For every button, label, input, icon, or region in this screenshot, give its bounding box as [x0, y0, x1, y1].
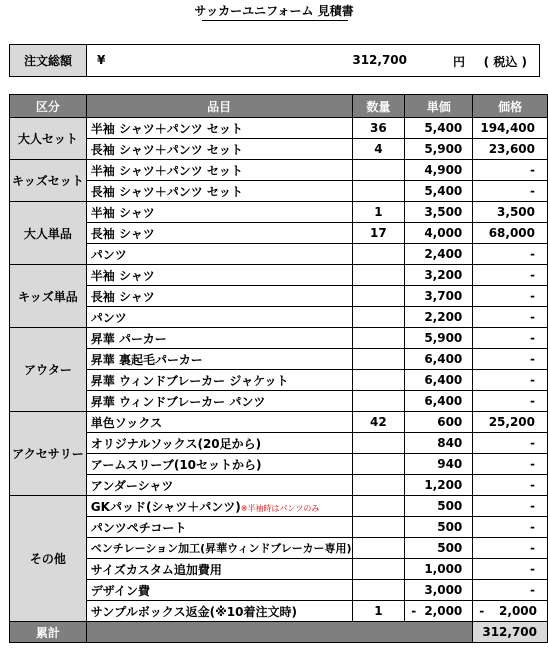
qty-cell — [352, 265, 405, 286]
unit-price-cell: 6,400 — [405, 370, 473, 391]
unit-price-cell: 2,400 — [405, 244, 473, 265]
item-name: 単色ソックス — [90, 415, 163, 430]
table-row — [10, 139, 548, 160]
item-name: アンダーシャツ — [90, 478, 174, 493]
price-cell: - — [473, 559, 548, 580]
table-row — [10, 412, 548, 433]
item-cell — [86, 559, 352, 580]
price-cell: - — [473, 349, 548, 370]
category-cell: 大人単品 — [10, 202, 87, 265]
price-cell: - — [473, 286, 548, 307]
item-cell — [86, 286, 352, 307]
qty-cell — [352, 538, 405, 559]
unit-price-cell: 5,400 — [405, 118, 473, 139]
item-name: 昇華 パーカー — [90, 331, 167, 346]
header-qty: 数量 — [352, 95, 405, 118]
unit-price-cell: 5,900 — [405, 139, 473, 160]
table-row — [10, 223, 548, 244]
unit-price-cell: 3,000 — [405, 580, 473, 601]
item-name: オリジナルソックス(20足から) — [90, 436, 262, 451]
unit-price-cell: 4,000 — [405, 223, 473, 244]
item-name: GKパッド(シャツ＋パンツ) — [90, 499, 241, 514]
qty-cell — [352, 475, 405, 496]
item-cell — [86, 496, 352, 517]
item-cell — [86, 118, 352, 139]
unit-price-cell: 500 — [405, 517, 473, 538]
item-note: ※半袖時はパンツのみ — [240, 503, 320, 513]
item-name: パンツ — [90, 247, 127, 262]
item-cell — [86, 328, 352, 349]
tax-note: ( 税込 ) — [483, 55, 527, 69]
unit-price-cell: 4,900 — [405, 160, 473, 181]
item-name: パンツ — [90, 310, 127, 325]
table-row — [10, 307, 548, 328]
item-cell — [86, 181, 352, 202]
table-row — [10, 391, 548, 412]
item-cell — [86, 244, 352, 265]
item-name: 半袖 シャツ＋パンツ セット — [90, 121, 243, 136]
qty-cell — [352, 160, 405, 181]
item-cell — [86, 139, 352, 160]
header-price: 価格 — [473, 95, 548, 118]
item-cell — [86, 307, 352, 328]
price-cell: 23,600 — [473, 139, 548, 160]
summary-spacer — [86, 622, 473, 643]
item-name: 長袖 シャツ — [90, 226, 155, 241]
table-row — [10, 517, 548, 538]
item-name: パンツペチコート — [90, 520, 187, 535]
minus-sign: - — [479, 604, 485, 618]
qty-cell: 17 — [352, 223, 405, 244]
order-total-value-cell — [87, 45, 540, 77]
item-cell — [86, 454, 352, 475]
qty-cell — [352, 580, 405, 601]
unit-price-cell: 3,200 — [405, 265, 473, 286]
category-cell: 大人セット — [10, 118, 87, 160]
order-total-table — [9, 44, 540, 77]
price-cell — [473, 601, 548, 622]
table-row — [10, 454, 548, 475]
unit-price-cell: 3,700 — [405, 286, 473, 307]
price-cell: - — [473, 475, 548, 496]
unit-price-value: 2,000 — [424, 604, 463, 618]
qty-cell — [352, 370, 405, 391]
unit-price-cell: 5,400 — [405, 181, 473, 202]
page-title: サッカーユニフォーム 見積書 — [194, 4, 354, 18]
header-item: 品目 — [86, 95, 352, 118]
price-cell: - — [473, 328, 548, 349]
table-row — [10, 244, 548, 265]
table-row — [10, 181, 548, 202]
qty-cell — [352, 559, 405, 580]
item-name: 半袖 シャツ＋パンツ セット — [90, 163, 243, 178]
item-name: 昇華 裏起毛パーカー — [90, 352, 203, 367]
table-row — [10, 202, 548, 223]
summary-row — [10, 622, 548, 643]
item-name: 昇華 ウィンドブレーカー ジャケット — [90, 373, 289, 388]
price-value: 2,000 — [499, 604, 537, 618]
minus-sign: - — [411, 604, 417, 618]
table-row — [10, 601, 548, 622]
unit-price-cell: 940 — [405, 454, 473, 475]
qty-cell — [352, 286, 405, 307]
qty-cell — [352, 517, 405, 538]
price-cell: 3,500 — [473, 202, 548, 223]
summary-value: 312,700 — [473, 622, 548, 643]
category-cell: その他 — [10, 496, 87, 622]
unit-price-cell: 5,900 — [405, 328, 473, 349]
table-row — [10, 328, 548, 349]
unit-price-cell: 2,200 — [405, 307, 473, 328]
unit-price-cell: 1,000 — [405, 559, 473, 580]
table-row — [10, 370, 548, 391]
item-name: デザイン費 — [90, 583, 150, 598]
qty-cell — [352, 181, 405, 202]
item-cell — [86, 433, 352, 454]
price-cell: - — [473, 580, 548, 601]
order-total-amount: 312,700 — [352, 53, 407, 67]
unit-price-cell: 6,400 — [405, 391, 473, 412]
table-header-row — [10, 95, 548, 118]
qty-cell — [352, 307, 405, 328]
summary-label: 累計 — [10, 622, 87, 643]
item-name: ベンチレーション加工(昇華ウィンドブレーカー専用) — [90, 542, 352, 555]
unit-price-cell — [405, 601, 473, 622]
qty-cell: 42 — [352, 412, 405, 433]
yen-symbol: ¥ — [97, 53, 106, 67]
item-name: 長袖 シャツ＋パンツ セット — [90, 142, 243, 157]
price-cell: 25,200 — [473, 412, 548, 433]
item-cell — [86, 475, 352, 496]
price-cell: - — [473, 244, 548, 265]
price-cell: - — [473, 307, 548, 328]
table-row — [10, 475, 548, 496]
qty-cell: 1 — [352, 601, 405, 622]
item-cell — [86, 349, 352, 370]
item-name: 半袖 シャツ — [90, 268, 155, 283]
item-cell — [86, 265, 352, 286]
item-cell — [86, 601, 352, 622]
item-cell — [86, 538, 352, 559]
qty-cell — [352, 391, 405, 412]
table-row — [10, 559, 548, 580]
price-cell: - — [473, 433, 548, 454]
qty-cell: 36 — [352, 118, 405, 139]
category-cell: アクセサリー — [10, 412, 87, 496]
item-cell — [86, 370, 352, 391]
price-cell: - — [473, 517, 548, 538]
item-name: サイズカスタム追加費用 — [90, 562, 222, 577]
item-cell — [86, 517, 352, 538]
unit-price-cell: 840 — [405, 433, 473, 454]
price-cell: - — [473, 265, 548, 286]
unit-price-cell: 6,400 — [405, 349, 473, 370]
item-cell — [86, 391, 352, 412]
table-row — [10, 580, 548, 601]
price-cell: - — [473, 370, 548, 391]
table-row — [10, 160, 548, 181]
item-name: 長袖 シャツ＋パンツ セット — [90, 184, 243, 199]
price-cell: 194,400 — [473, 118, 548, 139]
unit-price-cell: 500 — [405, 496, 473, 517]
item-cell — [86, 580, 352, 601]
unit-price-cell: 1,200 — [405, 475, 473, 496]
item-name: 長袖 シャツ — [90, 289, 155, 304]
qty-cell — [352, 349, 405, 370]
price-cell: - — [473, 538, 548, 559]
order-total-label: 注文総額 — [10, 45, 87, 77]
category-cell: アウター — [10, 328, 87, 412]
item-cell — [86, 223, 352, 244]
table-row — [10, 118, 548, 139]
price-cell: - — [473, 454, 548, 475]
item-name: 昇華 ウィンドブレーカー パンツ — [90, 394, 266, 409]
table-row — [10, 286, 548, 307]
item-name: アームスリーブ(10セットから) — [90, 457, 262, 472]
qty-cell — [352, 328, 405, 349]
table-row — [10, 496, 548, 517]
unit-price-cell: 600 — [405, 412, 473, 433]
item-name: サンプルボックス返金(※10着注文時) — [90, 604, 297, 619]
price-cell: 68,000 — [473, 223, 548, 244]
item-cell — [86, 412, 352, 433]
table-row — [10, 433, 548, 454]
item-cell — [86, 160, 352, 181]
qty-cell: 1 — [352, 202, 405, 223]
currency-unit: 円 — [452, 55, 465, 69]
price-cell: - — [473, 160, 548, 181]
price-cell: - — [473, 496, 548, 517]
qty-cell: 4 — [352, 139, 405, 160]
unit-price-cell: 3,500 — [405, 202, 473, 223]
item-name: 半袖 シャツ — [90, 205, 155, 220]
item-cell — [86, 202, 352, 223]
qty-cell — [352, 433, 405, 454]
title-underline — [202, 20, 348, 21]
price-cell: - — [473, 181, 548, 202]
category-cell: キッズ単品 — [10, 265, 87, 328]
table-body — [10, 118, 548, 622]
table-row — [10, 265, 548, 286]
price-cell: - — [473, 391, 548, 412]
table-row — [10, 349, 548, 370]
header-category: 区分 — [10, 95, 87, 118]
table-row — [10, 538, 548, 559]
qty-cell — [352, 244, 405, 265]
unit-price-cell: 500 — [405, 538, 473, 559]
category-cell: キッズセット — [10, 160, 87, 202]
header-unit-price: 単価 — [405, 95, 473, 118]
qty-cell — [352, 454, 405, 475]
quote-table — [9, 94, 548, 643]
qty-cell — [352, 496, 405, 517]
